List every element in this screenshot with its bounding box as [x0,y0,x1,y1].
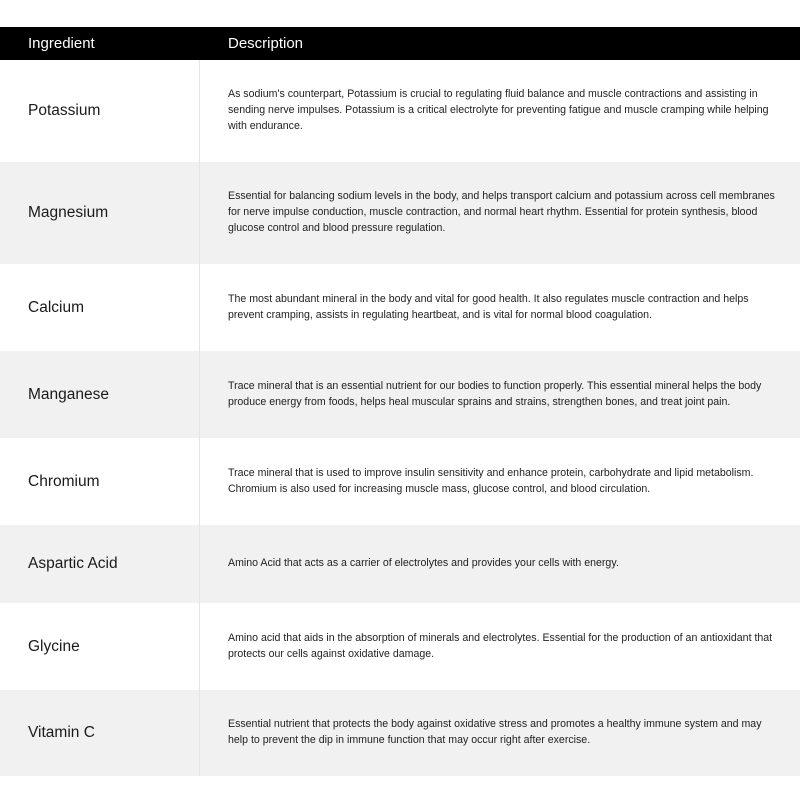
table-row [0,60,800,162]
table-header [0,27,800,60]
ingredient-description: Amino acid that aids in the absorption of minerals and electrolytes. Essential for the production of an antioxidant that protects our cells against oxidative damage. [228,631,773,660]
table-row [0,438,800,525]
ingredient-name: Glycine [0,603,200,690]
ingredient-description: Trace mineral that is an essential nutrient for our bodies to function properly. This essential mineral helps the body produce energy from foods, helps heal muscular sprains and strains, strengthen bones, and treat joint pain. [228,379,762,408]
ingredient-name: Manganese [0,351,200,438]
table-row [0,351,800,438]
ingredient-name: Chromium [0,438,200,525]
ingredient-name: Aspartic Acid [0,525,200,603]
table-row [0,162,800,264]
ingredient-description: Amino Acid that acts as a carrier of electrolytes and provides your cells with energy. [228,557,619,570]
ingredient-name: Vitamin C [0,690,200,776]
ingredients-table [0,27,800,776]
header-ingredient: Ingredient [28,35,95,52]
table-row [0,264,800,351]
table-row [0,525,800,603]
header-description: Description [228,35,304,52]
ingredient-name: Potassium [0,60,200,162]
ingredient-description: The most abundant mineral in the body and vital for good health. It also regulates muscle contraction and helps prevent cramping, assists in regulating heartbeat, and is vital for normal blood coagulation. [228,292,749,321]
ingredient-description: As sodium's counterpart, Potassium is crucial to regulating fluid balance and muscle contractions and assisting in sending nerve impulses. Potassium is a critical electrolyte for preventing fatigue and muscle cramping while helping with endurance. [228,88,769,132]
ingredient-name: Calcium [0,264,200,351]
ingredient-name: Magnesium [0,162,200,264]
table-row [0,690,800,776]
ingredient-description: Essential for balancing sodium levels in the body, and helps transport calcium and potassium across cell membranes for nerve impulse conduction, muscle contraction, and normal heart rhythm. Essential for protein synthesis, blood glucose control and blood pressure regulation. [228,190,775,234]
ingredient-description: Trace mineral that is used to improve insulin sensitivity and enhance protein, carbohydrate and lipid metabolism. Chromium is also used for increasing muscle mass, glucose control, and blood circulation. [228,466,754,495]
table-row [0,603,800,690]
ingredient-description: Essential nutrient that protects the body against oxidative stress and promotes a healthy immune system and may help to prevent the dip in immune function that may occur right after exercise. [228,718,762,746]
